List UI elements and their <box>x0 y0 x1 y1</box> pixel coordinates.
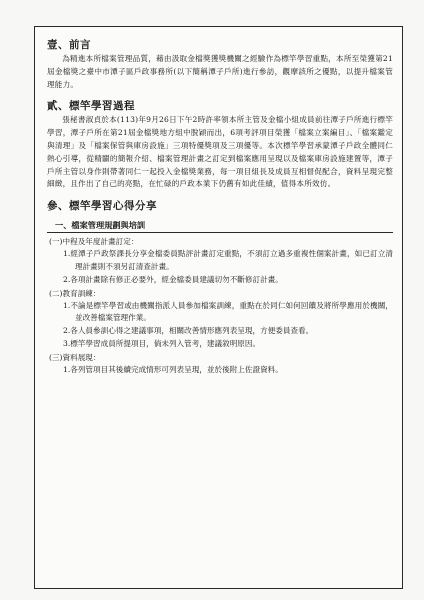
list-item: 1.不論是標竿學習或由機關指派人員參加檔案訓練，重點在於同仁如何回饋及將所學應用於機關，並改善檔案管理作業。 <box>63 300 393 323</box>
list-item: 1.各列管項目其後續完成情形可列表呈現，並於後附上佐證資料。 <box>63 364 283 374</box>
section-title-preface: 壹、前言 <box>47 39 91 51</box>
section-title-process: 貳、標竿學習過程 <box>47 100 135 113</box>
document-page <box>34 26 403 589</box>
group-label-training: (二)教育訓練： <box>49 288 101 298</box>
section-title-insights: 參、標竿學習心得分享 <box>47 200 157 213</box>
group-label-plans: (一)中程及年度計畫訂定： <box>49 237 139 247</box>
list-item: 3.標竿學習成員所提項目，倘未列入管考，建議敘明原因。 <box>63 338 261 348</box>
group-label-presentation: (三)資料展現： <box>49 352 101 362</box>
list-item: 2.各項計畫除有修正必要外，經金檔委員建議切勿不斷修訂計畫。 <box>63 274 283 284</box>
process-paragraph: 張秘書淑貞於本(113)年9月26日下午2時許率領本所主管及金檔小組成員前往潭子戶所進行標竿學習，潭子戶所在第21屆金檔獎地方組中脫穎而出，6項考評項目榮獲「檔案立案編目」、「檔案鑑定與清理」及「檔案保管與庫房設施」三項特優獎項及三項優等。本次標竿學習承蒙潭子戶政全體同仁熱心引導，從精闢的簡報介紹、檔案管理計畫之訂定到檔案應用呈現以及檔案庫房設施建置等，潭子戶所主管以身作則帶著同仁一起投入金檔獎業務，每一項目組長及成員互相督促配合，資料呈現完整細緻，且作出了自己的亮點，在忙碌的戶政本業下仍舊有如此佳績，值得本所效仿。 <box>47 115 393 189</box>
subsection-title: 一、檔案管理規劃與培訓 <box>47 218 393 233</box>
list-item: 2.各人員參訓心得之建議事項，相關改善情形應列表呈現，方便委員查看。 <box>63 326 314 336</box>
page-content <box>47 37 393 377</box>
preface-paragraph: 為精進本所檔案管理品質，藉由汲取金檔獎獲獎機關之經驗作為標竿學習重點，本所至榮獲第21屆金檔獎之臺中市潭子區戶政事務所(以下簡稱潭子戶所)進行參訪，觀摩該所之優點，以提升檔案管理能力。 <box>47 54 393 89</box>
list-item: 1.經潭子戶政祭課長分享金檔委員點評計畫訂定重點，不須訂立過多重複性個案計畫，如已訂立清理計畫則不須另訂清查計畫。 <box>63 249 393 271</box>
